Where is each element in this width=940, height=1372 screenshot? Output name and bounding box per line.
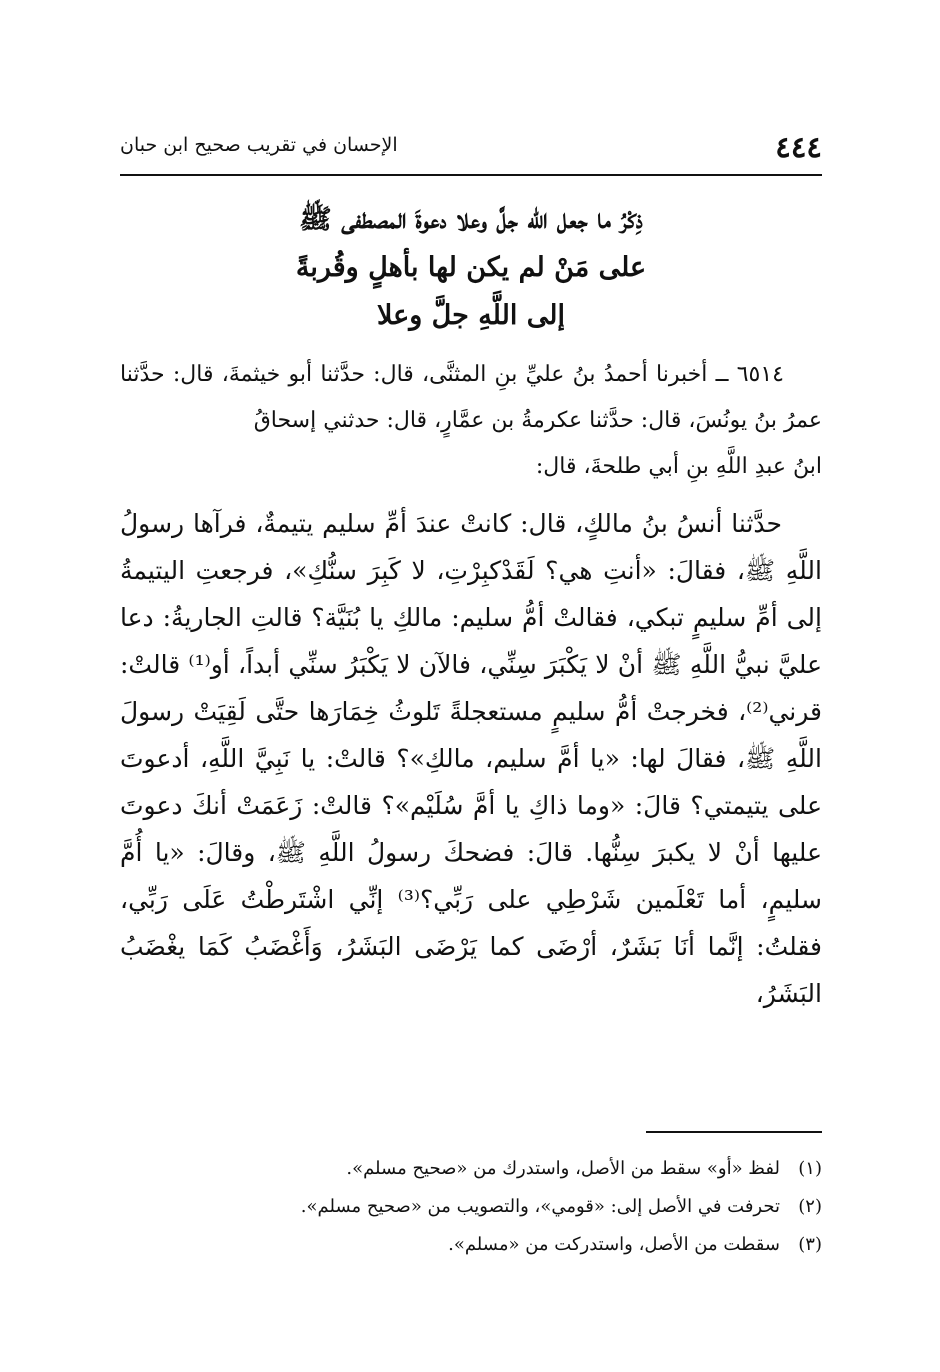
footnote-text: سقطت من الأصل، واستدركت من «مسلم».	[448, 1234, 780, 1255]
heading-line: ذِكْرُ ما جعل الله جلَّ وعلا دعوةَ المصطفى ﷺ	[299, 204, 643, 235]
page-number: ٤٤٤	[775, 130, 822, 164]
footnote	[120, 1226, 822, 1264]
footnote-text: لفظ «أو» سقط من الأصل، واستدرك من «صحيح مسلم».	[346, 1158, 780, 1179]
hadith-text	[120, 500, 822, 1017]
footnote-number: (٢)	[798, 1196, 822, 1217]
isnad-paragraph: ٦٥١٤ ــ أخبرنا أحمدُ بنُ عليِّ بنِ المثنَّى، قال: حدَّثنا أبو خيثمةَ، قال: حدَّثنا عمرُ بنُ يونُسَ، قال: حدَّثنا عكرمةُ بن عمَّارٍ، قال: حدثني إسحاقُ	[120, 362, 822, 433]
footnote-text: تحرفت في الأصل إلى: «قومي»، والتصويب من «صحيح مسلم».	[300, 1196, 780, 1217]
running-title: الإحسان في تقريب صحيح ابن حبان	[120, 134, 398, 156]
footnote	[120, 1150, 822, 1188]
footnote-number: (٣)	[798, 1234, 822, 1255]
isnad-paragraph: ابنُ عبدِ اللَّهِ بنِ أبي طلحةَ، قال:	[535, 454, 822, 479]
chapter-heading	[120, 196, 822, 340]
footnote-divider	[646, 1131, 822, 1133]
hadith-isnad	[120, 352, 822, 490]
page-header	[120, 124, 822, 176]
heading-line: إلى اللَّهِ جلَّ وعلا	[377, 300, 565, 331]
heading-line: على مَنْ لم يكن لها بأهلٍ وقُربةً	[295, 252, 647, 283]
footnotes	[120, 1150, 822, 1264]
footnote-number: (١)	[798, 1158, 822, 1179]
footnote	[120, 1188, 822, 1226]
hadith-paragraph: حدَّثنا أنسُ بنُ مالكٍ، قال: كانتْ عندَ أمِّ سليم يتيمةٌ، فرآها رسولُ اللَّهِ ﷺ، فقالَ: «أنتِ هي؟ لَقَدْكبِرْتِ، لا كَبِرَ سنُّكِ»، فرجعتِ اليتيمةُ إلى أمِّ سليمٍ تبكي، فقالتْ أمُّ سليم: مالكِ يا بُنَيَّة؟ قالتِ الجاريةُ: دعا عليَّ نبيُّ اللَّهِ ﷺ أنْ لا يَكْبَرَ سِنِّي، فالآن لا يَكْبَرُ سنِّي أبداً، أو⁽¹⁾ قالتْ: قرني⁽²⁾، فخرجتْ أمُّ سليمٍ مستعجلةً تَلوثُ خِمَارَها حتَّى لَقِيَتْ رسولَ اللَّهِ ﷺ، فقالَ لها: «يا أمَّ سليم، مالكِ»؟ قالتْ: يا نَبِيَّ اللَّهِ، أدعوتَ على يتيمتي؟ قالَ: «وما ذاكِ يا أمَّ سُلَيْم»؟ قالتْ: زَعَمَتْ أنكَ دعوتَ عليها أنْ لا يكبرَ سِنُّها. قالَ: فضحكَ رسولُ اللَّهِ ﷺ، وقالَ: «يا أُمَّ سليمٍ، أما تَعْلَمين شَرْطِي على رَبِّي؟⁽³⁾ إنِّي اشْتَرطْتُ عَلَى رَبِّي، فقلتُ: إنَّما أنَا بَشَرٌ، أرْضَى كما يَرْضَى البَشَرُ، وَأَغْضَبُ كَمَا يغْضَبُ البَشَرُ،	[120, 509, 822, 1008]
